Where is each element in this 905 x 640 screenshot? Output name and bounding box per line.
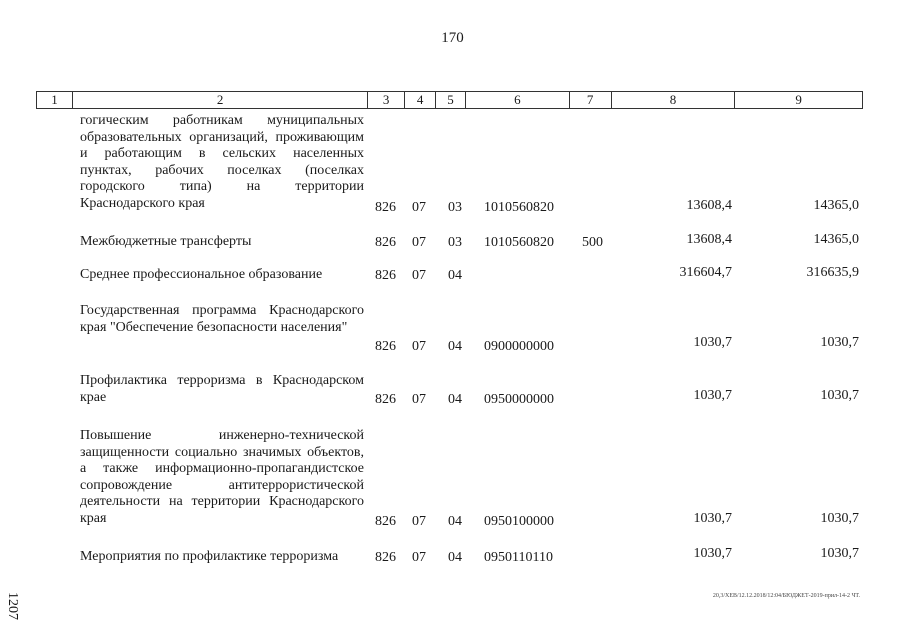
row-pr: 07 <box>412 338 426 354</box>
footer-document-code: 20,3/ХЕВ/12.12.2018/12:04/БЮДЖЕТ-2019-прил-14-2 ЧТ. <box>712 593 860 599</box>
row-value-2019: 13608,4 <box>686 197 732 213</box>
header-col-7: 7 <box>570 92 612 108</box>
row-sub: 04 <box>448 513 462 529</box>
row-name: Межбюджетные трансферты <box>80 234 252 249</box>
header-col-9: 9 <box>795 92 802 107</box>
row-value-2020: 1030,7 <box>820 545 859 561</box>
row-rz: 826 <box>375 549 396 565</box>
row-value-2019: 13608,4 <box>686 231 732 247</box>
row-csr: 1010560820 <box>484 234 554 250</box>
row-sub: 04 <box>448 549 462 565</box>
row-name: Повышение инженерно-технической защищенности социально значимых объектов, а также информационно-пропагандистское сопровождение антитеррористической деятельности на территории Краснодарского края <box>80 428 364 526</box>
row-name: гогическим работникам муниципальных образовательных организаций, проживающим и работающим в сельских населенных пунктах, рабочих поселках (поселках городского типа) на территории Краснодарского края <box>80 113 364 211</box>
row-value-2020: 14365,0 <box>813 231 859 247</box>
row-pr: 07 <box>412 199 426 215</box>
header-col-2: 2 <box>73 92 368 108</box>
row-value-2020: 1030,7 <box>820 334 859 350</box>
row-pr: 07 <box>412 513 426 529</box>
header-col-4: 4 <box>405 92 436 108</box>
header-col-6: 6 <box>466 92 570 108</box>
header-col-3: 3 <box>368 92 405 108</box>
table-row <box>0 545 905 566</box>
row-csr: 1010560820 <box>484 199 554 215</box>
row-csr: 0950100000 <box>484 513 554 529</box>
table-header <box>36 91 863 109</box>
row-rz: 826 <box>375 234 396 250</box>
row-csr: 0950110110 <box>484 549 553 565</box>
row-sub: 03 <box>448 234 462 250</box>
row-rz: 826 <box>375 391 396 407</box>
row-rz: 826 <box>375 199 396 215</box>
row-value-2020: 316635,9 <box>806 264 859 280</box>
row-vr: 500 <box>582 234 603 250</box>
row-pr: 07 <box>412 391 426 407</box>
row-value-2020: 1030,7 <box>820 510 859 526</box>
row-sub: 04 <box>448 267 462 283</box>
table-row <box>0 233 905 251</box>
side-page-number: 1207 <box>5 592 20 620</box>
row-value-2019: 316604,7 <box>679 264 732 280</box>
row-csr: 0950000000 <box>484 391 554 407</box>
row-value-2020: 14365,0 <box>813 197 859 213</box>
row-rz: 826 <box>375 338 396 354</box>
row-csr: 0900000000 <box>484 338 554 354</box>
row-name: Мероприятия по профилактике терроризма <box>80 549 339 564</box>
row-pr: 07 <box>412 234 426 250</box>
table-row <box>0 428 905 530</box>
table-row <box>0 113 905 216</box>
row-sub: 04 <box>448 391 462 407</box>
table-row <box>0 303 905 355</box>
row-rz: 826 <box>375 513 396 529</box>
row-pr: 07 <box>412 267 426 283</box>
header-col-5: 5 <box>436 92 466 108</box>
table-row <box>0 266 905 284</box>
row-sub: 04 <box>448 338 462 354</box>
table-row <box>0 373 905 408</box>
row-value-2019: 1030,7 <box>693 387 732 403</box>
row-name: Государственная программа Краснодарского края "Обеспечение безопасности населения" <box>80 303 364 335</box>
page-number: 170 <box>441 30 464 46</box>
row-name: Среднее профессиональное образование <box>80 267 323 282</box>
header-col-1: 1 <box>37 92 73 108</box>
row-value-2019: 1030,7 <box>693 510 732 526</box>
row-value-2020: 1030,7 <box>820 387 859 403</box>
row-sub: 03 <box>448 199 462 215</box>
row-name: Профилактика терроризма в Краснодарском крае <box>80 373 364 405</box>
header-col-8: 8 <box>612 92 736 108</box>
row-value-2019: 1030,7 <box>693 545 732 561</box>
row-rz: 826 <box>375 267 396 283</box>
row-value-2019: 1030,7 <box>693 334 732 350</box>
row-pr: 07 <box>412 549 426 565</box>
